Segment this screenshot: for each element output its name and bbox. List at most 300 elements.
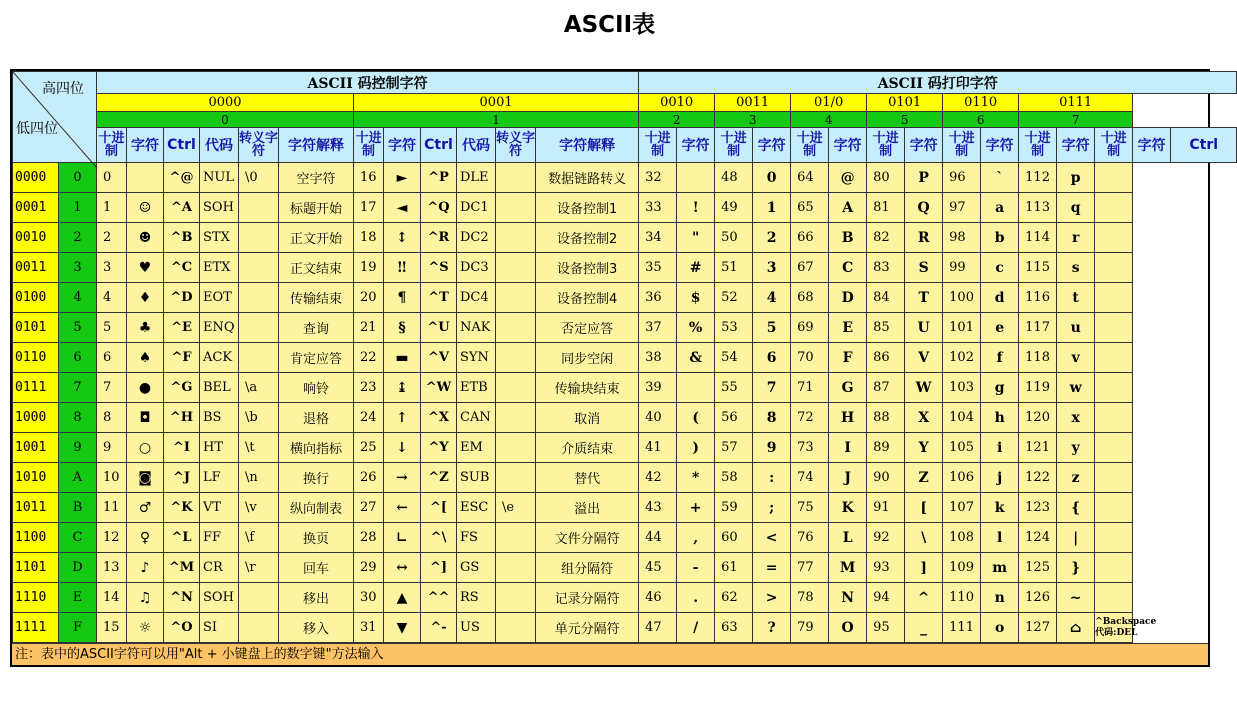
ctrl-cell: ^] — [421, 553, 457, 583]
ctrl-cell: ^- — [421, 613, 457, 643]
decimal-cell: 9 — [97, 433, 127, 463]
char-cell: X — [905, 403, 943, 433]
decimal-cell: 119 — [1019, 373, 1057, 403]
decimal-cell: 47 — [639, 613, 677, 643]
low-bits-label: 0001 — [13, 193, 59, 223]
backspace-ctrl-label: ^Backspace — [1095, 616, 1157, 627]
explain-cell: 设备控制3 — [536, 253, 639, 283]
decimal-cell: 54 — [715, 343, 753, 373]
code-cell: SOH — [200, 583, 239, 613]
char-cell: ↑ — [384, 403, 421, 433]
char-cell: $ — [677, 283, 715, 313]
char-cell: w — [1057, 373, 1095, 403]
table-row — [13, 523, 1237, 553]
explain-cell: 肯定应答 — [279, 343, 354, 373]
code-cell: FS — [457, 523, 496, 553]
column-header-dec: 十进制 — [715, 128, 753, 163]
decimal-cell: 68 — [791, 283, 829, 313]
decimal-cell: 106 — [943, 463, 981, 493]
explain-cell: 正文开始 — [279, 223, 354, 253]
char-cell: F — [829, 343, 867, 373]
char-cell: Z — [905, 463, 943, 493]
decimal-cell: 39 — [639, 373, 677, 403]
explain-cell: 文件分隔符 — [536, 523, 639, 553]
control-group-title: ASCII 码控制字符 — [97, 72, 639, 94]
decimal-cell: 102 — [943, 343, 981, 373]
decimal-cell: 4 — [97, 283, 127, 313]
ctrl-cell — [1095, 493, 1133, 523]
low-hex-label: 8 — [59, 403, 97, 433]
char-cell: b — [981, 223, 1019, 253]
low-bits-label: 1110 — [13, 583, 59, 613]
escape-cell — [496, 553, 536, 583]
decimal-cell: 78 — [791, 583, 829, 613]
low-bits-label: 低四位 — [16, 121, 58, 137]
char-cell: # — [677, 253, 715, 283]
decimal-cell: 33 — [639, 193, 677, 223]
decimal-cell: 127 — [1019, 613, 1057, 643]
decimal-cell: 121 — [1019, 433, 1057, 463]
ctrl-cell: ^E — [164, 313, 200, 343]
char-cell: ▲ — [384, 583, 421, 613]
char-cell: L — [829, 523, 867, 553]
decimal-cell: 101 — [943, 313, 981, 343]
escape-cell — [496, 343, 536, 373]
char-cell: / — [677, 613, 715, 643]
high-bits-header: 0010 — [639, 94, 715, 112]
decimal-cell: 70 — [791, 343, 829, 373]
explain-cell: 换页 — [279, 523, 354, 553]
explain-cell: 介质结束 — [536, 433, 639, 463]
column-header-dec: 十进制 — [1019, 128, 1057, 163]
escape-cell — [496, 613, 536, 643]
decimal-cell: 66 — [791, 223, 829, 253]
ctrl-cell: ^W — [421, 373, 457, 403]
decimal-cell: 59 — [715, 493, 753, 523]
column-header-dec: 十进制 — [639, 128, 677, 163]
backspace-ctrl-cell — [1095, 613, 1157, 643]
code-cell: NUL — [200, 163, 239, 193]
char-cell: ☻ — [127, 223, 164, 253]
low-hex-label: 4 — [59, 283, 97, 313]
char-cell: ♦ — [127, 283, 164, 313]
table-row — [13, 373, 1237, 403]
decimal-cell: 53 — [715, 313, 753, 343]
low-bits-label: 1100 — [13, 523, 59, 553]
high-hex-header: 4 — [791, 112, 867, 128]
char-cell — [677, 373, 715, 403]
decimal-cell: 5 — [97, 313, 127, 343]
escape-cell: \f — [239, 523, 279, 553]
escape-cell — [239, 343, 279, 373]
ctrl-cell: ^O — [164, 613, 200, 643]
ctrl-cell: ^A — [164, 193, 200, 223]
decimal-cell: 31 — [354, 613, 384, 643]
decimal-cell: 114 — [1019, 223, 1057, 253]
char-cell: V — [905, 343, 943, 373]
column-header-char: 字符 — [677, 128, 715, 163]
code-cell: ETX — [200, 253, 239, 283]
decimal-cell: 118 — [1019, 343, 1057, 373]
code-cell: HT — [200, 433, 239, 463]
char-cell: 8 — [753, 403, 791, 433]
decimal-cell: 124 — [1019, 523, 1057, 553]
low-bits-label: 0100 — [13, 283, 59, 313]
decimal-cell: 24 — [354, 403, 384, 433]
decimal-cell: 74 — [791, 463, 829, 493]
char-cell: " — [677, 223, 715, 253]
ctrl-cell: ^T — [421, 283, 457, 313]
column-header-escape: 转义字符 — [496, 128, 536, 163]
low-bits-label: 1101 — [13, 553, 59, 583]
code-cell: DC4 — [457, 283, 496, 313]
decimal-cell: 26 — [354, 463, 384, 493]
decimal-cell: 99 — [943, 253, 981, 283]
char-cell: z — [1057, 463, 1095, 493]
decimal-cell: 103 — [943, 373, 981, 403]
ctrl-cell: ^\ — [421, 523, 457, 553]
ctrl-cell — [1095, 583, 1133, 613]
char-cell: T — [905, 283, 943, 313]
high-bits-header: 0111 — [1019, 94, 1133, 112]
column-header-dec: 十进制 — [943, 128, 981, 163]
escape-cell: \t — [239, 433, 279, 463]
column-header-char: 字符 — [127, 128, 164, 163]
char-cell: s — [1057, 253, 1095, 283]
decimal-cell: 27 — [354, 493, 384, 523]
ctrl-cell: ^I — [164, 433, 200, 463]
explain-cell: 传输结束 — [279, 283, 354, 313]
code-cell: LF — [200, 463, 239, 493]
explain-cell: 设备控制1 — [536, 193, 639, 223]
ctrl-cell — [1095, 283, 1133, 313]
escape-cell — [496, 463, 536, 493]
char-cell: { — [1057, 493, 1095, 523]
char-cell: ] — [905, 553, 943, 583]
char-cell: § — [384, 313, 421, 343]
explain-cell: 记录分隔符 — [536, 583, 639, 613]
code-cell: CR — [200, 553, 239, 583]
escape-cell: \v — [239, 493, 279, 523]
char-cell: f — [981, 343, 1019, 373]
char-cell: J — [829, 463, 867, 493]
char-cell: ^ — [905, 583, 943, 613]
char-cell: C — [829, 253, 867, 283]
char-cell: } — [1057, 553, 1095, 583]
decimal-cell: 14 — [97, 583, 127, 613]
escape-cell — [496, 403, 536, 433]
char-cell: 1 — [753, 193, 791, 223]
decimal-cell: 45 — [639, 553, 677, 583]
decimal-cell: 57 — [715, 433, 753, 463]
char-cell: n — [981, 583, 1019, 613]
ctrl-cell — [1095, 163, 1133, 193]
decimal-cell: 50 — [715, 223, 753, 253]
code-cell: CAN — [457, 403, 496, 433]
char-cell: _ — [905, 613, 943, 643]
footnote: 注：表中的ASCII字符可以用"Alt + 小键盘上的数字键"方法输入 — [12, 643, 1208, 665]
low-hex-label: 6 — [59, 343, 97, 373]
char-cell: S — [905, 253, 943, 283]
char-cell: W — [905, 373, 943, 403]
low-hex-label: E — [59, 583, 97, 613]
decimal-cell: 110 — [943, 583, 981, 613]
corner-header — [13, 72, 97, 163]
decimal-cell: 19 — [354, 253, 384, 283]
ctrl-cell: ^F — [164, 343, 200, 373]
char-cell: M — [829, 553, 867, 583]
decimal-cell: 65 — [791, 193, 829, 223]
code-cell: GS — [457, 553, 496, 583]
decimal-cell: 87 — [867, 373, 905, 403]
decimal-cell: 61 — [715, 553, 753, 583]
code-cell: DC2 — [457, 223, 496, 253]
high-bits-header: 0101 — [867, 94, 943, 112]
explain-cell: 移出 — [279, 583, 354, 613]
decimal-cell: 41 — [639, 433, 677, 463]
decimal-cell: 109 — [943, 553, 981, 583]
decimal-cell: 88 — [867, 403, 905, 433]
column-header-explain: 字符解释 — [279, 128, 354, 163]
char-cell: U — [905, 313, 943, 343]
ctrl-cell — [1095, 553, 1133, 583]
ctrl-cell — [1095, 313, 1133, 343]
explain-cell: 响铃 — [279, 373, 354, 403]
table-row — [13, 253, 1237, 283]
ctrl-cell: ^U — [421, 313, 457, 343]
decimal-cell: 60 — [715, 523, 753, 553]
ctrl-cell — [1095, 343, 1133, 373]
char-cell: B — [829, 223, 867, 253]
char-cell: A — [829, 193, 867, 223]
decimal-cell: 98 — [943, 223, 981, 253]
ascii-table-container — [10, 69, 1219, 667]
decimal-cell: 112 — [1019, 163, 1057, 193]
low-hex-label: 0 — [59, 163, 97, 193]
low-hex-label: 1 — [59, 193, 97, 223]
char-cell: m — [981, 553, 1019, 583]
table-row — [13, 313, 1237, 343]
escape-cell — [496, 223, 536, 253]
code-cell: SOH — [200, 193, 239, 223]
char-cell: g — [981, 373, 1019, 403]
decimal-cell: 44 — [639, 523, 677, 553]
decimal-cell: 75 — [791, 493, 829, 523]
explain-cell: 组分隔符 — [536, 553, 639, 583]
escape-cell: \a — [239, 373, 279, 403]
high-bits-header: 0001 — [354, 94, 639, 112]
decimal-cell: 85 — [867, 313, 905, 343]
column-header-char: 字符 — [829, 128, 867, 163]
low-bits-label: 0010 — [13, 223, 59, 253]
decimal-cell: 94 — [867, 583, 905, 613]
decimal-cell: 32 — [639, 163, 677, 193]
high-bits-header: 0000 — [97, 94, 354, 112]
char-cell: ► — [384, 163, 421, 193]
high-hex-header: 1 — [354, 112, 639, 128]
decimal-cell: 25 — [354, 433, 384, 463]
char-cell: E — [829, 313, 867, 343]
char-cell: a — [981, 193, 1019, 223]
decimal-cell: 6 — [97, 343, 127, 373]
decimal-cell: 13 — [97, 553, 127, 583]
decimal-cell: 16 — [354, 163, 384, 193]
ctrl-cell: ^Z — [421, 463, 457, 493]
decimal-cell: 111 — [943, 613, 981, 643]
printable-group-title: ASCII 码打印字符 — [639, 72, 1237, 94]
char-cell: ♂ — [127, 493, 164, 523]
decimal-cell: 51 — [715, 253, 753, 283]
code-cell: ETB — [457, 373, 496, 403]
del-code-label: 代码:DEL — [1095, 627, 1138, 638]
decimal-cell: 115 — [1019, 253, 1057, 283]
decimal-cell: 92 — [867, 523, 905, 553]
decimal-cell: 1 — [97, 193, 127, 223]
ctrl-cell: ^C — [164, 253, 200, 283]
decimal-cell: 72 — [791, 403, 829, 433]
decimal-cell: 91 — [867, 493, 905, 523]
decimal-cell: 83 — [867, 253, 905, 283]
decimal-cell: 35 — [639, 253, 677, 283]
decimal-cell: 23 — [354, 373, 384, 403]
high-bits-header: 0011 — [715, 94, 791, 112]
explain-cell: 设备控制2 — [536, 223, 639, 253]
decimal-cell: 3 — [97, 253, 127, 283]
code-cell: DC1 — [457, 193, 496, 223]
char-cell: v — [1057, 343, 1095, 373]
decimal-cell: 126 — [1019, 583, 1057, 613]
decimal-cell: 43 — [639, 493, 677, 523]
char-cell: ☼ — [127, 613, 164, 643]
explain-cell: 正文结束 — [279, 253, 354, 283]
high-hex-header: 6 — [943, 112, 1019, 128]
char-cell: + — [677, 493, 715, 523]
decimal-cell: 37 — [639, 313, 677, 343]
char-cell: k — [981, 493, 1019, 523]
escape-cell — [496, 523, 536, 553]
decimal-cell: 49 — [715, 193, 753, 223]
ctrl-cell: ^J — [164, 463, 200, 493]
explain-cell: 纵向制表 — [279, 493, 354, 523]
char-cell: ! — [677, 193, 715, 223]
column-header-char: 字符 — [753, 128, 791, 163]
ctrl-cell: ^R — [421, 223, 457, 253]
code-cell: RS — [457, 583, 496, 613]
explain-cell: 替代 — [536, 463, 639, 493]
code-cell: ACK — [200, 343, 239, 373]
table-row — [13, 463, 1237, 493]
column-header-dec: 十进制 — [97, 128, 127, 163]
ctrl-cell: ^Y — [421, 433, 457, 463]
decimal-cell: 122 — [1019, 463, 1057, 493]
ctrl-cell: ^L — [164, 523, 200, 553]
code-cell: BS — [200, 403, 239, 433]
low-bits-label: 1111 — [13, 613, 59, 643]
explain-cell: 退格 — [279, 403, 354, 433]
ctrl-cell: ^Q — [421, 193, 457, 223]
char-cell: ◙ — [127, 463, 164, 493]
char-cell: ◄ — [384, 193, 421, 223]
low-bits-label: 1011 — [13, 493, 59, 523]
char-cell: o — [981, 613, 1019, 643]
decimal-cell: 20 — [354, 283, 384, 313]
column-header-code: 代码 — [200, 128, 239, 163]
escape-cell — [239, 253, 279, 283]
char-cell: ♠ — [127, 343, 164, 373]
char-cell: c — [981, 253, 1019, 283]
char-cell: ↨ — [384, 373, 421, 403]
ctrl-cell: ^^ — [421, 583, 457, 613]
decimal-cell: 77 — [791, 553, 829, 583]
decimal-cell: 82 — [867, 223, 905, 253]
char-cell: 0 — [753, 163, 791, 193]
low-bits-label: 0110 — [13, 343, 59, 373]
char-cell: 5 — [753, 313, 791, 343]
column-header-ctrl: Ctrl — [421, 128, 457, 163]
escape-cell — [239, 313, 279, 343]
explain-cell: 查询 — [279, 313, 354, 343]
decimal-cell: 116 — [1019, 283, 1057, 313]
char-cell: → — [384, 463, 421, 493]
char-cell: d — [981, 283, 1019, 313]
low-bits-label: 0000 — [13, 163, 59, 193]
decimal-cell: 80 — [867, 163, 905, 193]
char-cell: Y — [905, 433, 943, 463]
decimal-cell: 7 — [97, 373, 127, 403]
char-cell: i — [981, 433, 1019, 463]
ctrl-cell: ^X — [421, 403, 457, 433]
char-cell: ▬ — [384, 343, 421, 373]
ctrl-cell — [1095, 523, 1133, 553]
decimal-cell: 52 — [715, 283, 753, 313]
escape-cell — [239, 283, 279, 313]
explain-cell: 空字符 — [279, 163, 354, 193]
low-hex-label: 9 — [59, 433, 97, 463]
explain-cell: 传输块结束 — [536, 373, 639, 403]
char-cell: % — [677, 313, 715, 343]
char-cell: = — [753, 553, 791, 583]
low-hex-label: F — [59, 613, 97, 643]
char-cell: & — [677, 343, 715, 373]
ctrl-cell: ^D — [164, 283, 200, 313]
decimal-cell: 46 — [639, 583, 677, 613]
ctrl-cell: ^N — [164, 583, 200, 613]
char-cell: ? — [753, 613, 791, 643]
char-cell: < — [753, 523, 791, 553]
escape-cell — [239, 613, 279, 643]
table-row — [13, 283, 1237, 313]
decimal-cell: 40 — [639, 403, 677, 433]
ctrl-cell: ^G — [164, 373, 200, 403]
decimal-cell: 76 — [791, 523, 829, 553]
ctrl-cell — [1095, 433, 1133, 463]
table-row — [13, 193, 1237, 223]
column-header-dec: 十进制 — [867, 128, 905, 163]
char-cell: P — [905, 163, 943, 193]
char-cell: t — [1057, 283, 1095, 313]
char-cell: G — [829, 373, 867, 403]
decimal-cell: 120 — [1019, 403, 1057, 433]
high-hex-header: 7 — [1019, 112, 1133, 128]
column-header-escape: 转义字符 — [239, 128, 279, 163]
decimal-cell: 96 — [943, 163, 981, 193]
char-cell: ♫ — [127, 583, 164, 613]
char-cell: I — [829, 433, 867, 463]
decimal-cell: 28 — [354, 523, 384, 553]
decimal-cell: 29 — [354, 553, 384, 583]
code-cell: BEL — [200, 373, 239, 403]
table-row — [13, 163, 1237, 193]
